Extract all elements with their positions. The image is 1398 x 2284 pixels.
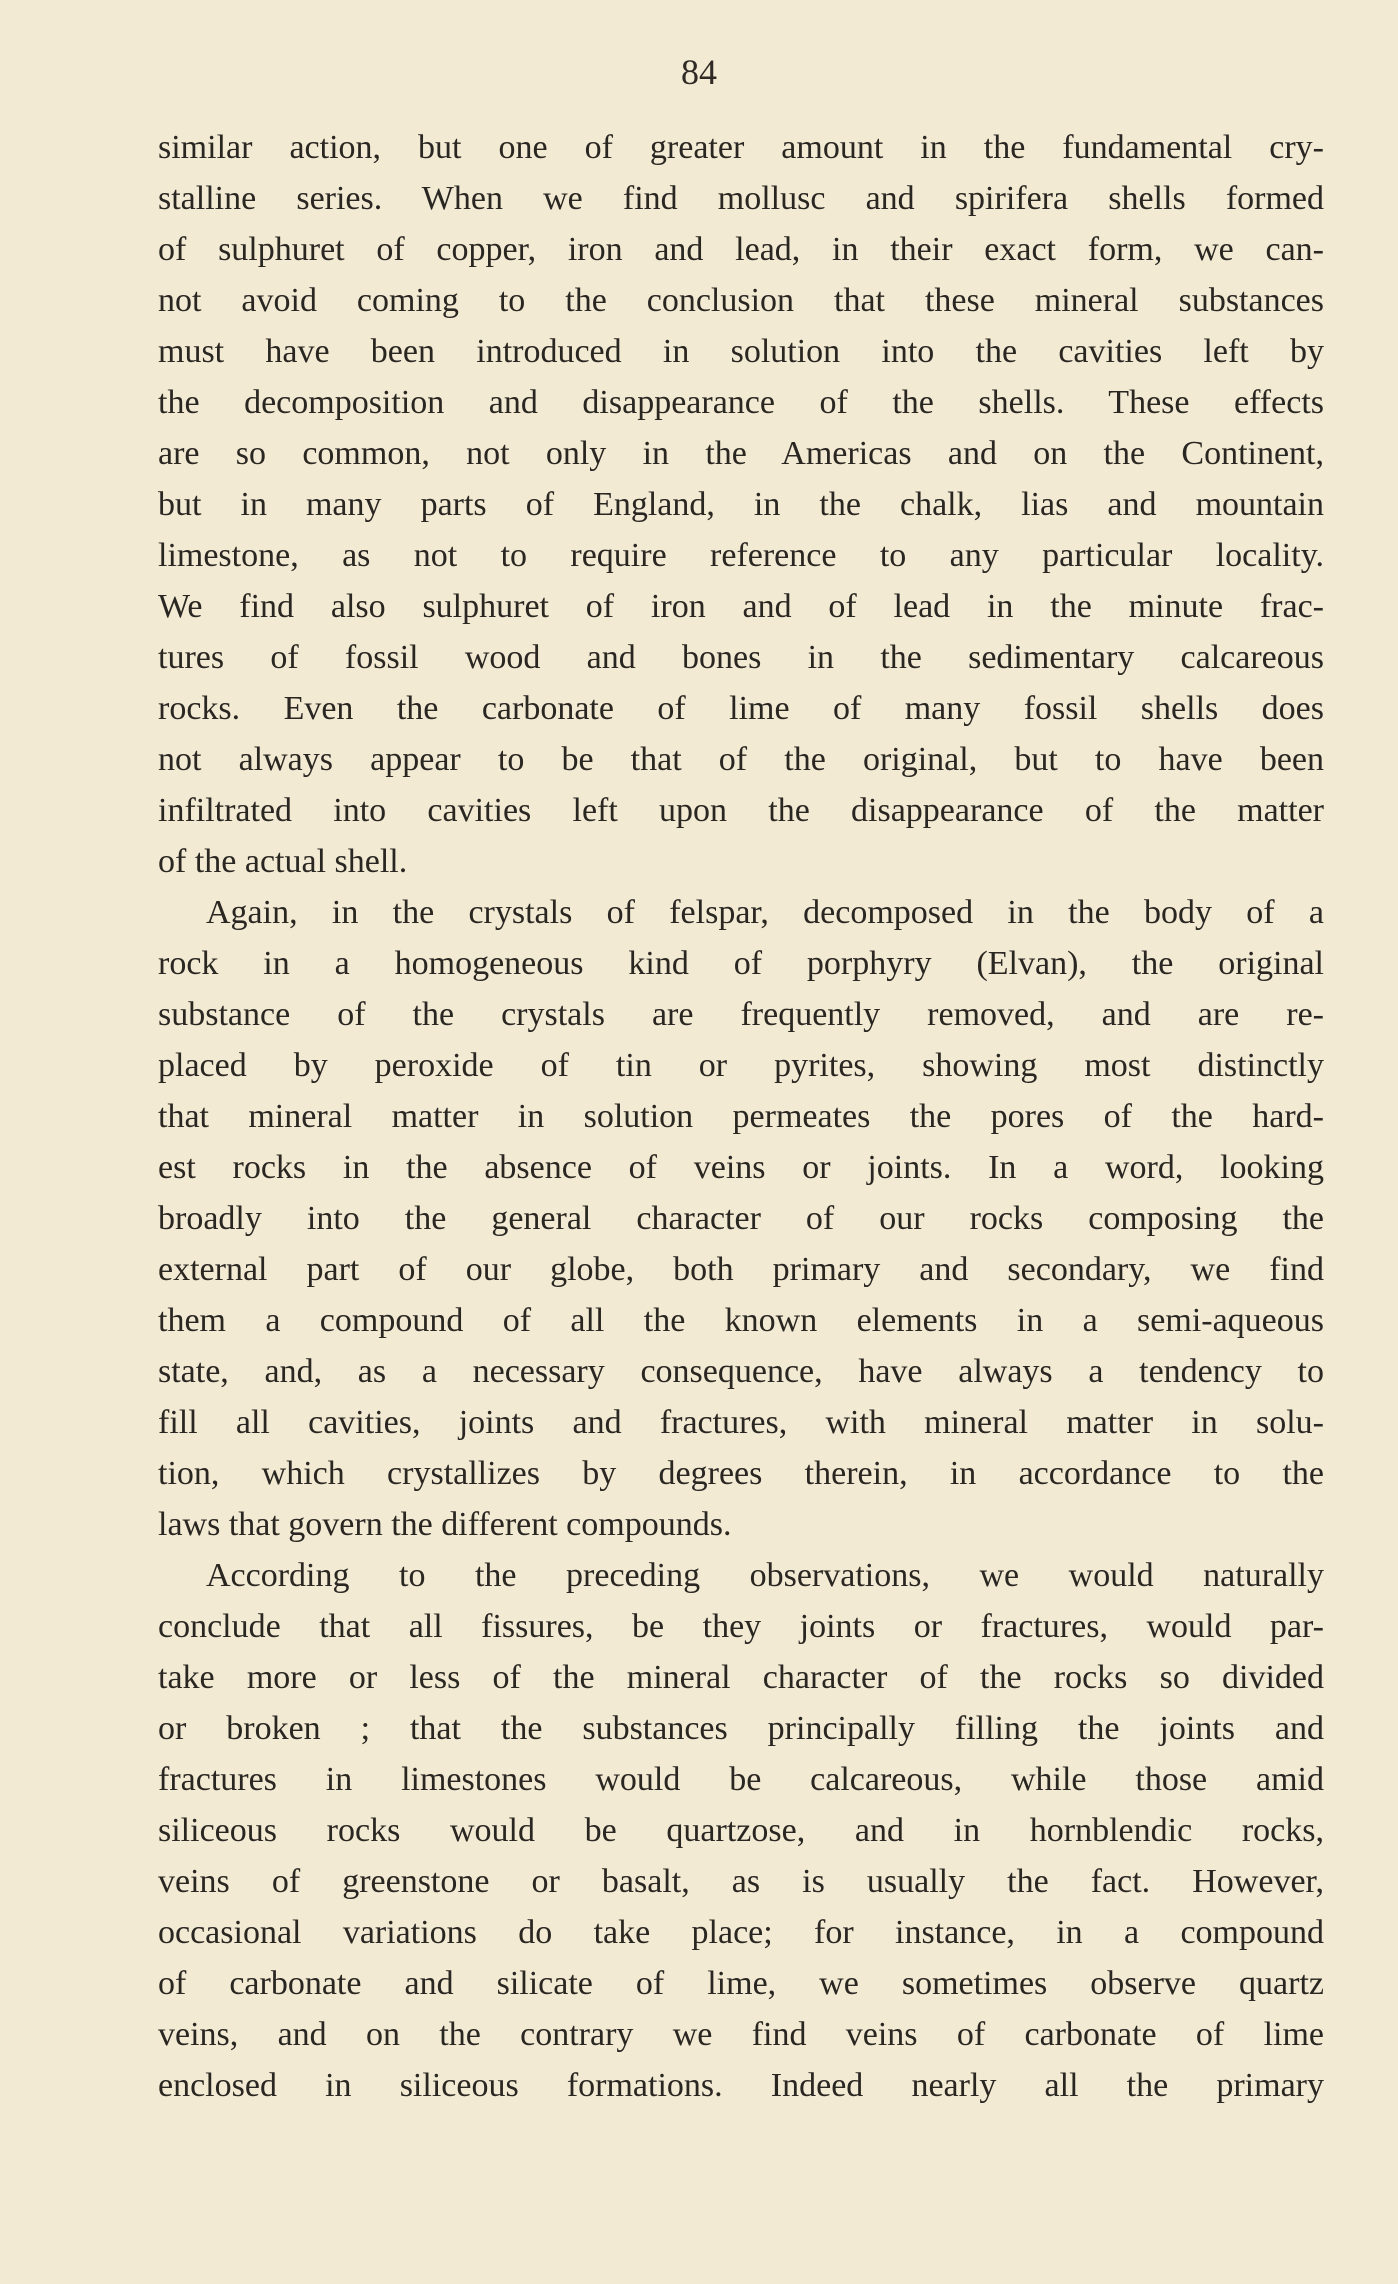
- text-line: or broken ; that the substances principally filling the joints and: [158, 1710, 1324, 1747]
- text-line: of sulphuret of copper, iron and lead, in their exact form, we can-: [158, 231, 1324, 268]
- text-line: limestone, as not to require reference to any particular locality.: [158, 537, 1324, 574]
- text-line: enclosed in siliceous formations. Indeed nearly all the primary: [158, 2067, 1324, 2104]
- text-line: of the actual shell.: [158, 843, 408, 880]
- page-number: 84: [681, 52, 717, 92]
- text-line: siliceous rocks would be quartzose, and in hornblendic rocks,: [158, 1812, 1324, 1849]
- text-line: rocks. Even the carbonate of lime of many fossil shells does: [158, 690, 1324, 727]
- text-line: substance of the crystals are frequently removed, and are re-: [158, 996, 1324, 1033]
- text-line: are so common, not only in the Americas and on the Continent,: [158, 435, 1324, 472]
- text-line: not avoid coming to the conclusion that these mineral substances: [158, 282, 1324, 319]
- text-line: placed by peroxide of tin or pyrites, showing most distinctly: [158, 1047, 1324, 1084]
- text-line: laws that govern the different compounds.: [158, 1506, 732, 1543]
- text-line: tures of fossil wood and bones in the sedimentary calcareous: [158, 639, 1324, 676]
- text-line: veins, and on the contrary we find veins of carbonate of lime: [158, 2016, 1324, 2053]
- text-line: fill all cavities, joints and fractures, with mineral matter in solu-: [158, 1404, 1324, 1441]
- text-line: of carbonate and silicate of lime, we sometimes observe quartz: [158, 1965, 1324, 2002]
- text-line: take more or less of the mineral character of the rocks so divided: [158, 1659, 1324, 1696]
- text-line: veins of greenstone or basalt, as is usually the fact. However,: [158, 1863, 1324, 1900]
- text-line: We find also sulphuret of iron and of lead in the minute frac-: [158, 588, 1324, 625]
- text-line: conclude that all fissures, be they joints or fractures, would par-: [158, 1608, 1324, 1645]
- text-line: that mineral matter in solution permeates the pores of the hard-: [158, 1098, 1324, 1135]
- text-line: stalline series. When we find mollusc and spirifera shells formed: [158, 180, 1324, 217]
- text-line: must have been introduced in solution into the cavities left by: [158, 333, 1324, 370]
- text-line: est rocks in the absence of veins or joints. In a word, looking: [158, 1149, 1324, 1186]
- text-line: occasional variations do take place; for instance, in a compound: [158, 1914, 1324, 1951]
- text-line: but in many parts of England, in the chalk, lias and mountain: [158, 486, 1324, 523]
- text-line: external part of our globe, both primary and secondary, we find: [158, 1251, 1324, 1288]
- text-line: state, and, as a necessary consequence, have always a tendency to: [158, 1353, 1324, 1390]
- text-line: similar action, but one of greater amount in the fundamental cry-: [158, 129, 1324, 166]
- text-line: broadly into the general character of our rocks composing the: [158, 1200, 1324, 1237]
- text-line: fractures in limestones would be calcareous, while those amid: [158, 1761, 1324, 1798]
- text-line: not always appear to be that of the original, but to have been: [158, 741, 1324, 778]
- text-line: According to the preceding observations, we would naturally: [206, 1557, 1324, 1594]
- text-line: Again, in the crystals of felspar, decomposed in the body of a: [206, 894, 1324, 931]
- text-line: the decomposition and disappearance of the shells. These effects: [158, 384, 1324, 421]
- text-line: them a compound of all the known elements in a semi-aqueous: [158, 1302, 1324, 1339]
- body-text: [158, 122, 1324, 2111]
- text-line: infiltrated into cavities left upon the disappearance of the matter: [158, 792, 1324, 829]
- text-line: tion, which crystallizes by degrees therein, in accordance to the: [158, 1455, 1324, 1492]
- text-line: rock in a homogeneous kind of porphyry (Elvan), the original: [158, 945, 1324, 982]
